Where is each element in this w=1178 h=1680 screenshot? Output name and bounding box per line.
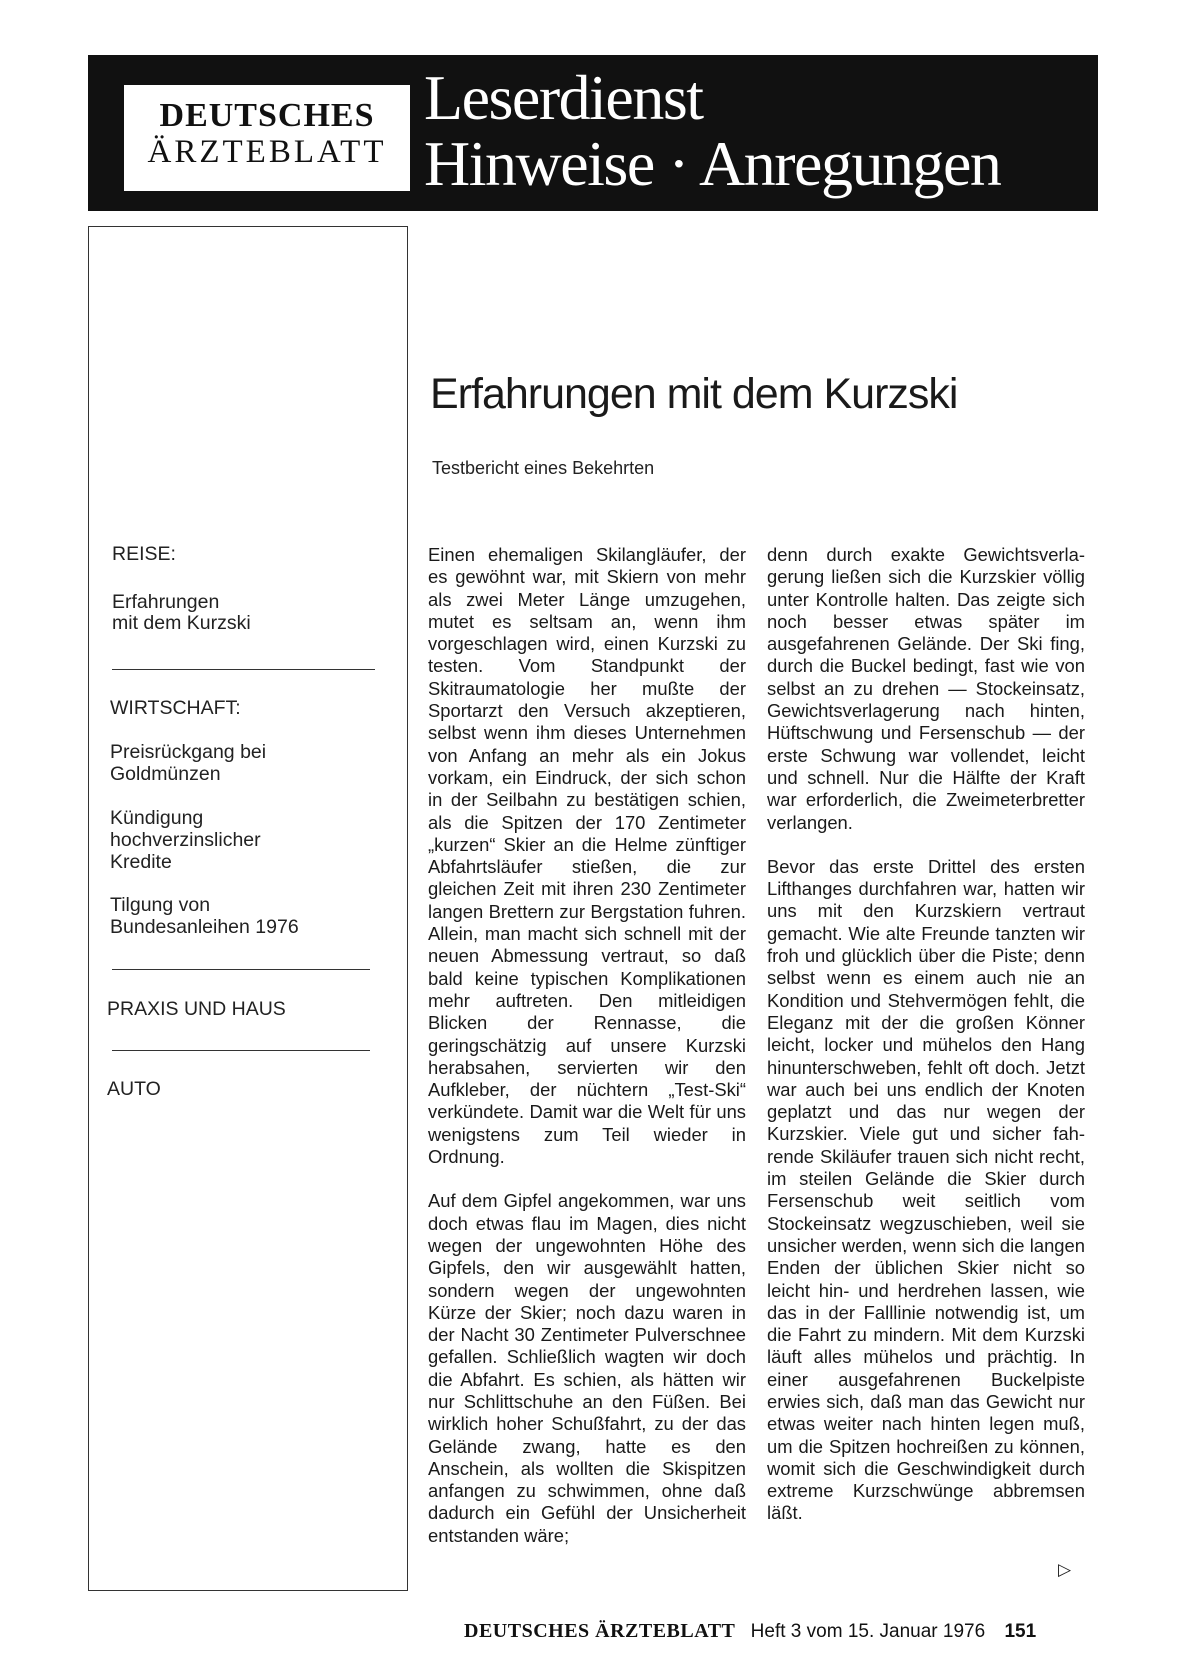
sidebar-item-goldmuenzen: Preisrückgang bei Goldmünzen bbox=[110, 741, 267, 785]
continue-arrow-icon: ▷ bbox=[1058, 1560, 1072, 1579]
sidebar-item-kurzski: Erfahrungen mit dem Kurzski bbox=[112, 591, 251, 634]
logo-line-1: DEUTSCHES bbox=[159, 97, 375, 134]
section-title-line-1: Leserdienst bbox=[424, 62, 703, 133]
page-footer bbox=[464, 1620, 1036, 1643]
article-headline: Erfahrungen mit dem Kurzski bbox=[430, 370, 958, 418]
sidebar-item-kredite: Kündigung hochverzinslicher Kredite bbox=[110, 807, 261, 873]
page-number: 151 bbox=[1004, 1621, 1037, 1642]
sidebar-divider bbox=[112, 1050, 370, 1051]
publication-logo bbox=[124, 85, 410, 191]
footer-issue: Heft 3 vom 15. Januar 1976 bbox=[750, 1621, 986, 1642]
paragraph: Auf dem Gipfel angekommen, war uns doch etwas flau im Magen, dies nicht wegen der ungewohnten Höhe des Gipfels, den wir ausgewählt hatten, sondern wegen der ungewohnten Kürze der Skier; noch dazu waren in der Nacht 30 Zentimeter Pulverschnee gefallen. Schließlich wagten wir doch die Abfahrt. Es schien, als hätten wir nur Schlittschuhe an den Füßen. Bei wirklich hoher Schußfahrt, zu der das Gelände zwang, hatte es den Anschein, als wollten die Skispitzen anfangen zu schwimmen, ohne daß dadurch ein Gefühl der Unsicherheit entstanden wäre; bbox=[428, 1190, 746, 1546]
paragraph: denn durch exakte Gewichtsverlagerung ließen sich die Kurzskier völlig unter Kontrolle halten. Das zeigte sich noch besser etwas später im ausgefahrenen Gelände. Der Ski fing, durch die Buckel bedingt, fast wie von selbst an zu drehen — Stockeinsatz, Gewichtsverlagerung nach hinten, Hüftschwung und Fersenschub — der erste Schwung war vollendet, leicht und schnell. Nur die Hälfte der Kraft war erforderlich, die Zweimeterbretter verlangen. bbox=[767, 544, 1085, 833]
sidebar-heading-wirtschaft: WIRTSCHAFT: bbox=[110, 697, 241, 719]
paragraph: Bevor das erste Drittel des ersten Lifthanges durchfahren war, hatten wir uns mit den Kurzskiern vertraut gemacht. Wie alte Freunde tanzten wir froh und glücklich über die Piste; denn selbst wenn es einem auch nie an Kondition und Stehvermögen fehlt, die Eleganz mit der die großen Könner leicht, locker und mühelos den Hang hinunterschweben, fehlt oft doch. Jetzt war auch bei uns endlich der Knoten geplatzt und das nur wegen der Kurzskier. Viele gut und sicher fahrende Skiläufer trauen sich nicht recht, im steilen Gelände die Skier durch Fersenschub weit seitlich vom Stockeinsatz wegzuschieben, weil sie unsicher werden, wenn sich die langen Enden der üblichen Skier nicht so leicht hin- und herdrehen lassen, wie das in der Falllinie notwendig ist, um die Fahrt zu mindern. Mit dem Kurzski läuft alles mühelos und prächtig. In einer ausgefahrenen Buckelpiste erwies sich, daß man das Gewicht nur etwas weiter nach hinten legen muß, um die Spitzen hochreißen zu können, womit sich die Geschwindigkeit durch extreme Kurzschwünge abbremsen läßt. bbox=[767, 855, 1085, 1524]
footer-publication: DEUTSCHES ÄRZTEBLATT bbox=[464, 1620, 736, 1642]
sidebar-item-bundesanleihen: Tilgung von Bundesanleihen 1976 bbox=[110, 894, 299, 938]
sidebar-heading-auto: AUTO bbox=[107, 1078, 161, 1100]
sidebar-divider bbox=[112, 669, 375, 670]
section-title-line-2: Hinweise · Anregungen bbox=[424, 128, 1001, 199]
section-title bbox=[424, 62, 1001, 199]
article-column-1 bbox=[428, 544, 746, 1547]
logo-line-2: ÄRZTEBLATT bbox=[147, 134, 387, 170]
sidebar-heading-praxis: PRAXIS UND HAUS bbox=[107, 998, 286, 1020]
sidebar-heading-reise: REISE: bbox=[112, 543, 176, 565]
masthead-bar bbox=[88, 55, 1098, 211]
sidebar-divider bbox=[112, 969, 370, 970]
paragraph: Einen ehemaligen Skilangläufer, der es gewöhnt war, mit Skiern von mehr als zwei Meter Länge umzugehen, mutet es seltsam an, wenn ihm vorgeschlagen wird, einen Kurzski zu testen. Vom Standpunkt der Skitraumatologie her mußte der Sportarzt den Versuch akzeptieren, selbst wenn ihm dieses Unternehmen von Anfang an mehr als ein Jokus vorkam, ein Eindruck, der sich schon in der Seilbahn zu bestätigen schien, als die Spitzen der 170 Zentimeter „kurzen“ Skier an die Helme zünftiger Abfahrtsläufer stießen, die zur gleichen Zeit mit ihren 230 Zentimeter langen Brettern zur Bergstation fuhren. Allein, man macht sich schnell mit der neuen Abmessung vertraut, so daß bald keine typischen Komplikationen mehr auftreten. Den mitleidigen Blicken der Rennasse, die geringschätzig auf unsere Kurzski herabsahen, servierten wir den Aufkleber, der nüchtern „Test-Ski“ verkündete. Damit war die Welt für uns wenigstens zum Teil wieder in Ordnung. bbox=[428, 544, 746, 1168]
article-column-2 bbox=[767, 544, 1085, 1525]
article-subheadline: Testbericht eines Bekehrten bbox=[432, 458, 655, 478]
contents-sidebar bbox=[88, 226, 408, 1591]
